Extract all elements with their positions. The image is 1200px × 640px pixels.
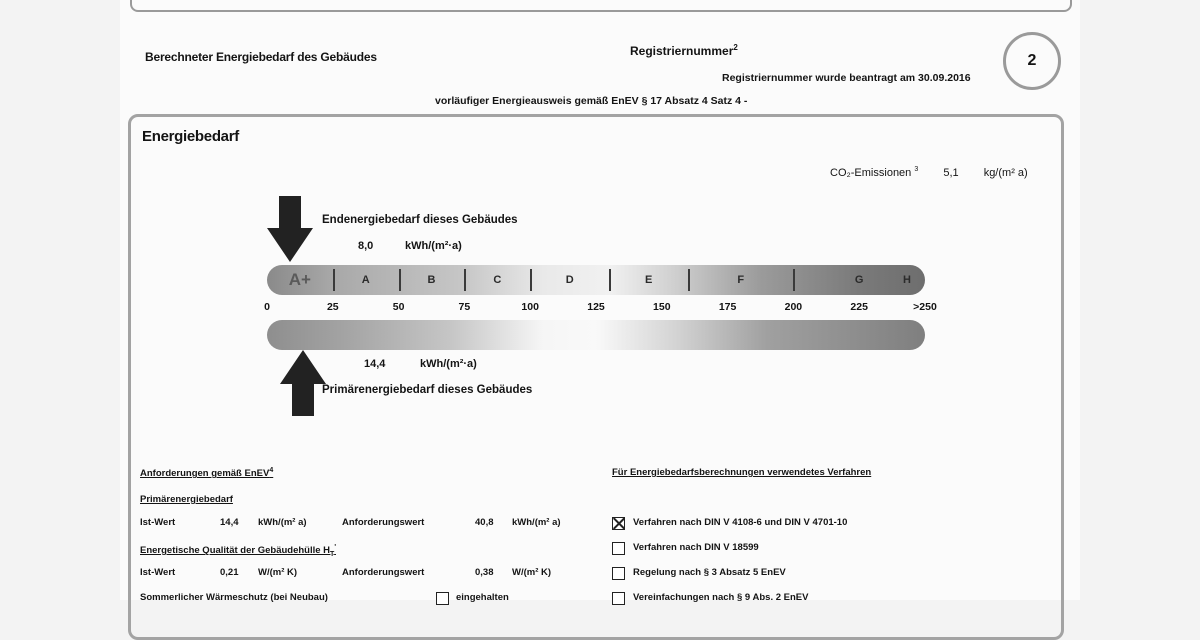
scale-tick-label: >250 bbox=[913, 301, 937, 313]
co2-emissions bbox=[830, 166, 1028, 179]
energy-class-label: F bbox=[737, 274, 745, 286]
envelope-heading-text: Energetische Qualität der Gebäudehülle H bbox=[140, 545, 331, 557]
envelope-req-unit: W/(m² K) bbox=[512, 567, 552, 578]
method-checkbox[interactable] bbox=[612, 567, 625, 580]
primary-req-unit: kWh/(m² a) bbox=[512, 517, 561, 528]
preliminary-note: vorläufiger Energieausweis gemäß EnEV § 17 Absatz 4 Satz 4 - bbox=[435, 95, 748, 107]
end-energy-value: 8,0 bbox=[358, 240, 374, 252]
class-separator bbox=[688, 269, 690, 291]
class-separator bbox=[464, 269, 466, 291]
primary-req-value: 40,8 bbox=[475, 517, 494, 528]
co2-unit: kg/(m² a) bbox=[983, 166, 1028, 179]
method-option-label: Regelung nach § 3 Absatz 5 EnEV bbox=[633, 567, 786, 578]
methods-heading: Für Energiebedarfsberechnungen verwendetes Verfahren bbox=[612, 467, 872, 478]
method-checkbox[interactable] bbox=[612, 542, 625, 555]
end-energy-arrow-icon bbox=[265, 196, 315, 264]
class-separator bbox=[399, 269, 401, 291]
energy-class-label: A bbox=[361, 274, 370, 286]
energy-class-scale bbox=[267, 265, 925, 295]
summer-protection-option: eingehalten bbox=[456, 592, 509, 603]
scale-tick-label: 25 bbox=[326, 301, 339, 313]
class-separator bbox=[609, 269, 611, 291]
energy-class-label: G bbox=[854, 274, 864, 286]
primary-req-label: Anforderungswert bbox=[342, 517, 425, 528]
primary-energy-arrow-icon bbox=[278, 350, 328, 418]
method-checkbox[interactable] bbox=[612, 517, 625, 530]
summer-protection-checkbox[interactable] bbox=[436, 592, 449, 605]
page-title: Berechneter Energiebedarf des Gebäudes bbox=[145, 50, 377, 64]
primary-energy-label: Primärenergiebedarf dieses Gebäudes bbox=[322, 384, 533, 396]
primary-ist-value: 14,4 bbox=[220, 517, 239, 528]
energy-class-label: D bbox=[565, 274, 574, 286]
scale-tick-label: 175 bbox=[718, 301, 737, 313]
envelope-ist-value: 0,21 bbox=[220, 567, 239, 578]
co2-footnote: 3 bbox=[914, 166, 919, 173]
registration-note: Registriernummer wurde beantragt am 30.09.2016 bbox=[722, 72, 971, 84]
class-separator bbox=[793, 269, 795, 291]
method-checkbox[interactable] bbox=[612, 592, 625, 605]
energy-class-label: B bbox=[427, 274, 436, 286]
primary-energy-unit: kWh/(m²·a) bbox=[420, 358, 477, 370]
envelope-ist-unit: W/(m² K) bbox=[258, 567, 298, 578]
requirements-heading-text: Anforderungen gemäß EnEV bbox=[140, 468, 270, 480]
energiebedarf-section-frame bbox=[128, 114, 1064, 640]
registration-label bbox=[630, 43, 738, 58]
requirements-heading bbox=[140, 467, 273, 479]
scale-tick-label: 100 bbox=[521, 301, 539, 313]
scale-tick-label: 50 bbox=[392, 301, 405, 313]
energy-class-label: E bbox=[644, 274, 653, 286]
envelope-req-label: Anforderungswert bbox=[342, 567, 425, 578]
envelope-req-value: 0,38 bbox=[475, 567, 494, 578]
page-number-badge: 2 bbox=[1003, 32, 1061, 90]
envelope-ist-label: Ist-Wert bbox=[140, 567, 176, 578]
scale-tick-label: 200 bbox=[784, 301, 803, 313]
scale-tick-label: 225 bbox=[850, 301, 868, 313]
scale-tick-label: 75 bbox=[458, 301, 471, 313]
energy-class-label: C bbox=[493, 274, 502, 286]
energy-class-label: H bbox=[903, 274, 911, 286]
certificate-page bbox=[120, 0, 1080, 603]
primary-ist-label: Ist-Wert bbox=[140, 517, 176, 528]
summer-protection-label: Sommerlicher Wärmeschutz (bei Neubau) bbox=[140, 592, 328, 603]
end-energy-label: Endenergiebedarf dieses Gebäudes bbox=[322, 214, 518, 226]
primary-ist-unit: kWh/(m² a) bbox=[258, 517, 307, 528]
co2-label-text: CO₂-Emissionen bbox=[830, 166, 912, 179]
class-separator bbox=[530, 269, 532, 291]
envelope-heading-sup: ' bbox=[334, 544, 336, 551]
energy-class-label: A+ bbox=[288, 270, 311, 289]
registration-footnote: 2 bbox=[733, 43, 738, 52]
registration-label-text: Registriernummer bbox=[630, 44, 734, 58]
section-title: Energiebedarf bbox=[142, 128, 239, 145]
previous-section-frame bbox=[130, 0, 1072, 12]
requirements-footnote: 4 bbox=[269, 467, 274, 474]
primary-energy-scale bbox=[267, 320, 925, 350]
end-energy-unit: kWh/(m²·a) bbox=[405, 240, 462, 252]
primary-energy-value: 14,4 bbox=[364, 358, 386, 370]
scale-tick-label: 0 bbox=[264, 301, 270, 313]
co2-label bbox=[830, 166, 918, 179]
primary-energy-heading: Primärenergiebedarf bbox=[140, 494, 233, 505]
envelope-heading bbox=[140, 544, 336, 558]
method-option-label: Verfahren nach DIN V 4108-6 und DIN V 4701-10 bbox=[633, 517, 848, 528]
co2-value: 5,1 bbox=[943, 166, 959, 179]
scale-tick-label: 150 bbox=[653, 301, 671, 313]
method-option-label: Vereinfachungen nach § 9 Abs. 2 EnEV bbox=[633, 592, 809, 603]
scale-tick-label: 125 bbox=[587, 301, 605, 313]
envelope-heading-sub: T bbox=[330, 551, 335, 559]
method-option-label: Verfahren nach DIN V 18599 bbox=[633, 542, 759, 553]
class-separator bbox=[333, 269, 335, 291]
